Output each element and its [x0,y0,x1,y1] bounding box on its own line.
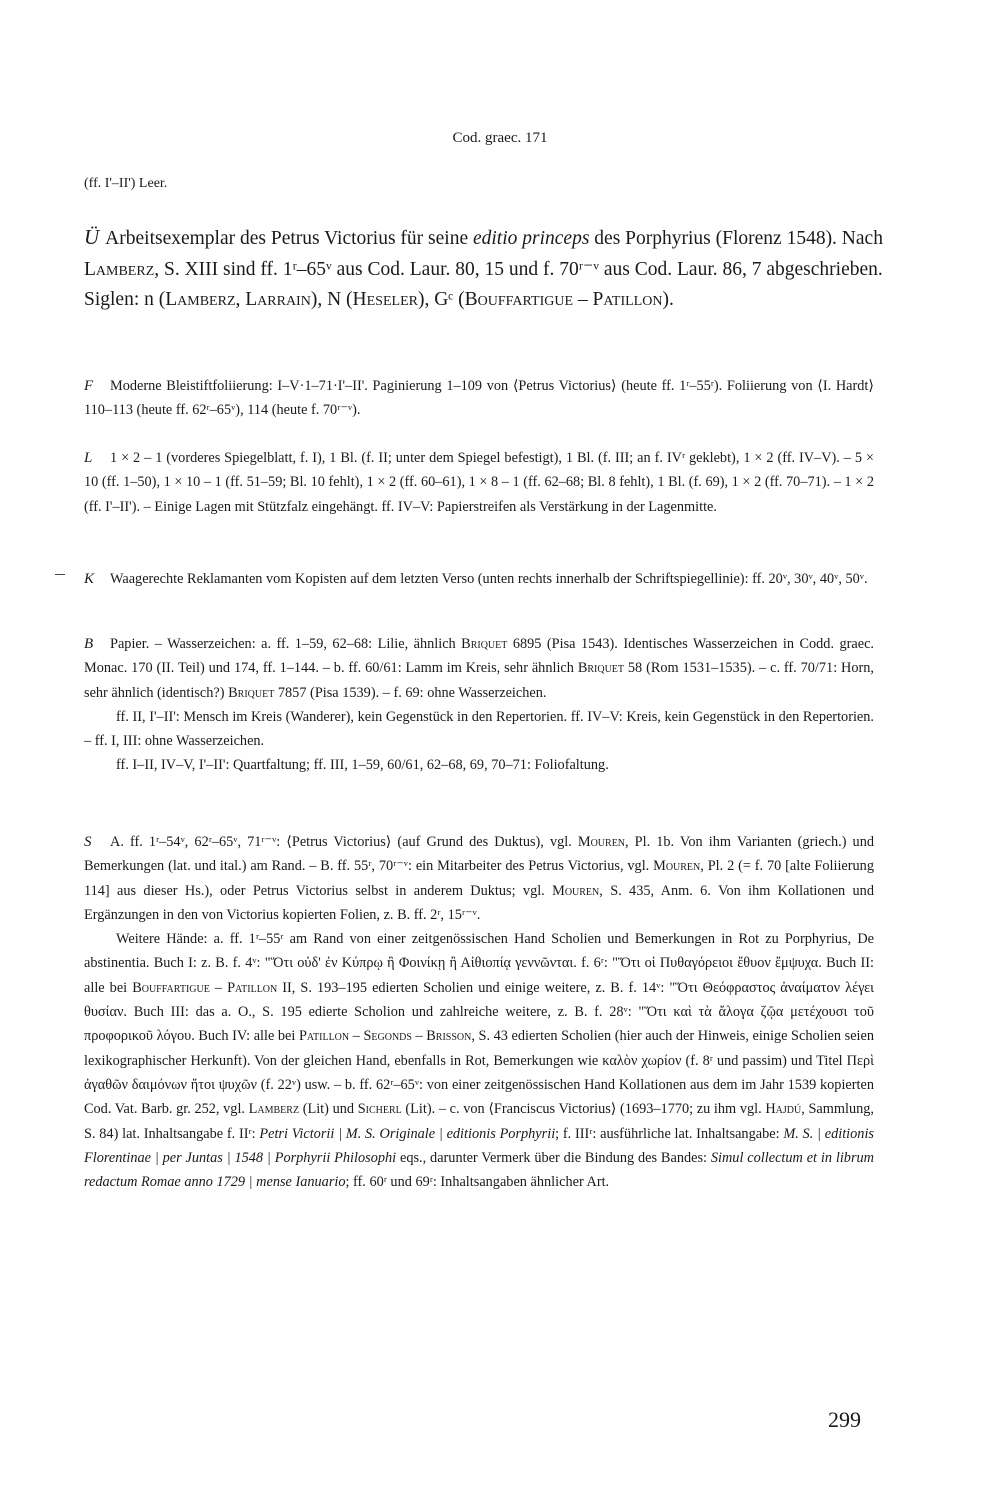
entry-beschreibstoff: B Papier. – Wasserzeichen: a. ff. 1–59, 62–68: Lilie, ähnlich Briquet 6895 (Pisa 1543). Identisches Wasserzeichen in Codd. graec. Monac. 170 (II. Teil) und 174, ff. 1–144. – b. ff. 60/61: Lamm im Kreis, sehr ähnlich Briquet 58 (Rom 1531–1535). – c. ff. 70/71: Horn, sehr ähnlich (identisch?) Briquet 7857 (Pisa 1539). – f. 69: ohne Wasserzeichen. ff. II, I'–II': Mensch im Kreis (Wanderer), kein Gegenstück in den Repertorien. ff. IV–V: Kreis, kein Gegenstück in den Repertorien. – ff. I, III: ohne Wasserzeichen. ff. I–II, IV–V, I'–II': Quartfaltung; ff. III, 1–59, 60/61, 62–68, 69, 70–71: Foliofaltung. [84,632,874,778]
entry-letter-l: L [84,450,93,466]
entry-foliierung: F Moderne Bleistiftfoliierung: I–V·1–71·I'–II'. Paginierung 1–109 von ⟨Petrus Victorius⟩ (heute ff. 1ʳ–55ʳ). Foliierung von ⟨I. Hardt⟩ 110–113 (heute ff. 62ʳ–65ᵛ), 114 (heute f. 70ʳ⁻ᵛ). [84,374,874,423]
margin-mark [55,574,65,575]
entry-letter-k: K [84,571,95,587]
uberlieferung-section [84,222,884,316]
section-mark-u: Ü [84,225,100,249]
running-head: Cod. graec. 171 [452,130,548,146]
entry-lagen: L 1 × 2 – 1 (vorderes Spiegelblatt, f. I), 1 Bl. (f. II; unter dem Spiegel befestigt), 1 Bl. (f. III; an f. IVʳ geklebt), 1 × 2 (ff. IV–V). – 5 × 10 (ff. 1–50), 1 × 10 – 1 (ff. 51–59; Bl. 10 fehlt), 1 × 2 (ff. 60–61), 1 × 8 – 1 (ff. 62–68; Bl. 8 fehlt), 1 Bl. (f. 69), 1 × 2 (ff. 70–71). – 1 × 2 (ff. I'–II'). – Einige Lagen mit Stützfalz eingehängt. ff. IV–V: Papierstreifen als Verstärkung in der Lagenmitte. [84,446,874,519]
author-lamberz: Lamberz [84,258,155,280]
leer-line: (ff. I'–II') Leer. [84,176,168,191]
entry-letter-b: B [84,636,94,652]
entry-schreiber: S A. ff. 1ʳ–54ᵛ, 62ʳ–65ᵛ, 71ʳ⁻ᵛ: ⟨Petrus Victorius⟩ (auf Grund des Duktus), vgl. Mouren, Pl. 1b. Von ihm Varianten (griech.) und Bemerkungen (lat. und ital.) am Rand. – B. ff. 55ʳ, 70ʳ⁻ᵛ: ein Mitarbeiter des Petrus Victorius, vgl. Mouren, Pl. 2 (= f. 70 [alte Foliierung 114] aus dieser Hs.), oder Petrus Victorius selbst in anderem Duktus; vgl. Mouren, S. 435, Anm. 6. Von ihm Kollationen und Ergänzungen in den von Victorius kopierten Folien, z. B. ff. 2ʳ, 15ʳ⁻ᵛ. Weitere Hände: a. ff. 1ʳ–55ʳ am Rand von einer zeitgenössischen Hand Scholien und Bemerkungen in Rot zu Porphyrius, De abstinentia. Buch I: z. B. f. 4ᵛ: "Ὅτι οὐδ' ἐν Κύπρῳ ἢ Φοινίκῃ ἢ Αἰθιοπίᾳ γεννῶνται. f. 6ʳ: "Ὅτι οἱ Πυθαγόρειοι ἔθυον ἔμψυχα. Buch II: alle bei Bouffartigue – Patillon II, S. 193–195 edierten Scholien und einige weitere, z. B. f. 14ᵛ: "Ὅτι Θεόφραστος ἀναίματον λέγει θυσίαν. Buch III: das a. O., S. 195 edierte Scholion und zahlreiche weitere, z. B. f. 28ᵛ: "Ὅτι καὶ τὰ ἄλογα ζῷα μετέχουσι τοῦ προφορικοῦ λόγου. Buch IV: alle bei Patillon – Segonds – Brisson, S. 43 edierten Scholien (hier auch der Hinweis, einige Scholien seien lexikographischer Herkunft). Von der gleichen Hand, ebenfalls in Rot, Bemerkungen wie καλὸν χωρίον (f. 8ʳ und passim) und Titel Περὶ ἀγαθῶν δαιμόνων ἤτοι ψυχῶν (f. 22ᵛ) usw. – b. ff. 62ʳ–65ᵛ: von einer zeitgenössischen Hand Kollationen aus dem im Jahr 1539 kopierten Cod. Vat. Barb. gr. 252, vgl. Lamberz (Lit) und Sicherl (Lit). – c. von ⟨Franciscus Victorius⟩ (1693–1770; zu ihm vgl. Hajdú, Sammlung, S. 84) lat. Inhaltsangabe f. IIʳ: Petri Victorii | M. S. Originale | editionis Porphyrii; f. IIIʳ: ausführliche lat. Inhaltsangabe: M. S. | editionis Florentinae | per Juntas | 1548 | Porphyrii Philosophi eqs., darunter Vermerk über die Bindung des Bandes: Simul collectum et in librum redactum Romae anno 1729 | mense Ianuario; ff. 60ʳ und 69ʳ: Inhaltsangaben ähnlicher Art. [84,830,874,1194]
siglen-line: Siglen: n (Lamberz, Larrain), N (Heseler), Gᶜ (Bouffartigue – Patillon). [84,289,674,310]
page-number: 299 [828,1407,861,1432]
entry-letter-f: F [84,378,94,394]
entry-letter-s: S [84,834,92,850]
uberlieferung-paragraph: Ü Arbeitsexemplar des Petrus Victorius für seine editio princeps des Porphyrius (Florenz 1548). Nach Lamberz, S. XIII sind ff. 1ʳ–65ᵛ aus Cod. Laur. 80, 15 und f. 70ʳ⁻ᵛ aus Cod. Laur. 86, 7 abgeschrieben. [84,225,883,280]
editio-princeps: editio princeps [472,228,590,249]
entry-reklamanten: K Waagerechte Reklamanten vom Kopisten auf dem letzten Verso (unten rechts innerhalb der Schriftspiegellinie): ff. 20ᵛ, 30ᵛ, 40ᵛ, 50ᵛ. [84,567,874,591]
